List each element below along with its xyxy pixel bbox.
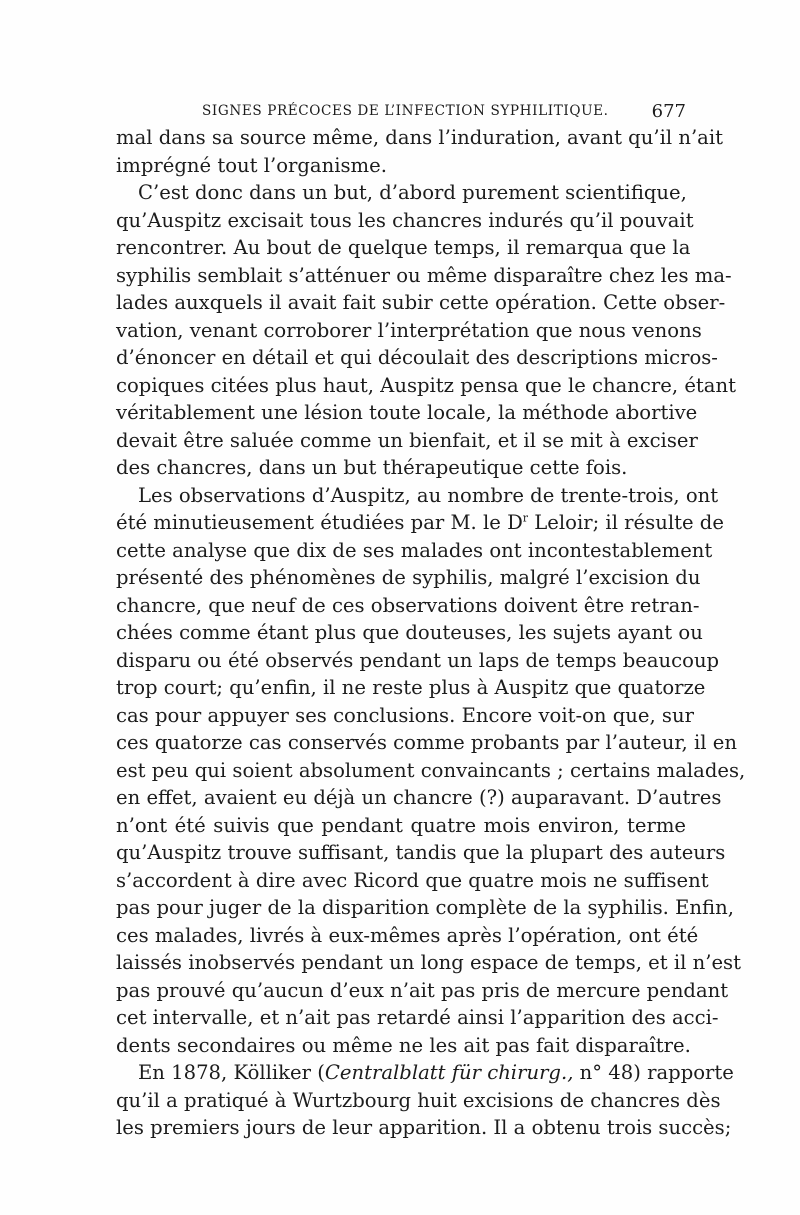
text-line: chées comme étant plus que douteuses, les sujets ayant ou: [116, 621, 703, 644]
text-line: dents secondaires ou même ne les ait pas fait disparaître.: [116, 1033, 691, 1057]
journal-title: Centralblatt für chirurg.,: [324, 1061, 574, 1084]
text-line: d’énoncer en détail et qui découlait des descriptions micros-: [116, 346, 718, 369]
line-head: En 1878, Kölliker (: [138, 1061, 325, 1084]
text-line: chancre, que neuf de ces observations doivent être retran-: [116, 593, 700, 617]
text-line: disparu ou été observés pendant un laps de temps beaucoup: [116, 648, 720, 672]
text-line: copiques citées plus haut, Auspitz pensa que le chancre, étant: [116, 373, 736, 397]
text-line: cette analyse que dix de ses malades ont incontestablement: [116, 538, 713, 562]
text-line: pas pour juger de la disparition complète de la syphilis. Enfin,: [116, 896, 734, 919]
superscript: r: [522, 511, 529, 525]
text-line: présenté des phénomènes de syphilis, malgré l’excision du: [116, 566, 701, 589]
text-line: imprégné tout l’organisme.: [116, 153, 387, 177]
page-number: 677: [651, 101, 686, 122]
text-line: vation, venant corroborer l’interprétation que nous venons: [116, 318, 702, 342]
text-line: en effet, avaient eu déjà un chancre (?) auparavant. D’autres: [116, 786, 722, 809]
text-line: est peu qui soient absolument convaincants ; certains malades,: [116, 758, 746, 782]
text-line: rencontrer. Au bout de quelque temps, il remarqua que la: [116, 236, 691, 259]
text-line: C’est donc dans un but, d’abord purement scientifique,: [138, 181, 687, 204]
text-line: cas pour appuyer ses conclusions. Encore voit-on que, sur: [116, 703, 694, 727]
text-line: qu’Auspitz excisait tous les chancres indurés qu’il pouvait: [116, 208, 694, 232]
body-text: [116, 124, 746, 1142]
line-tail: Leloir; il résulte de: [528, 511, 724, 534]
text-line: s’accordent à dire avec Ricord que quatre mois ne suffisent: [116, 868, 709, 892]
text-line-with-superscript: [116, 509, 724, 537]
text-line: véritablement une lésion toute locale, la méthode abortive: [116, 401, 698, 424]
running-head: [116, 101, 686, 125]
text-line: lades auxquels il avait fait subir cette opération. Cette obser-: [116, 291, 726, 314]
text-line: ces quatorze cas conservés comme probants par l’auteur, il en: [116, 731, 737, 754]
text-line: cet intervalle, et n’ait pas retardé ainsi l’apparition des acci-: [116, 1006, 719, 1029]
text-line: qu’il a pratiqué à Wurtzbourg huit excisions de chancres dès: [116, 1088, 721, 1112]
text-line: qu’Auspitz trouve suffisant, tandis que la plupart des auteurs: [116, 841, 726, 864]
text-line: Les observations d’Auspitz, au nombre de trente-trois, ont: [138, 483, 719, 507]
text-line: n’ont été suivis que pendant quatre mois environ, terme: [116, 813, 686, 837]
text-line: mal dans sa source même, dans l’induration, avant qu’il n’ait: [116, 126, 723, 149]
text-line: des chancres, dans un but thérapeutique cette fois.: [116, 456, 628, 479]
running-title: SIGNES PRÉCOCES DE L’INFECTION SYPHILITIQUE.: [202, 103, 609, 119]
line-tail: n° 48) rapporte: [573, 1061, 734, 1084]
text-line: les premiers jours de leur apparition. Il a obtenu trois succès;: [116, 1116, 732, 1139]
text-line: trop court; qu’enfin, il ne reste plus à Auspitz que quatorze: [116, 676, 706, 699]
line-head: été minutieusement étudiées par M. le D: [116, 511, 523, 534]
text-line: pas prouvé qu’aucun d’eux n’ait pas pris de mercure pendant: [116, 978, 729, 1002]
text-line: ces malades, livrés à eux-mêmes après l’opération, ont été: [116, 923, 699, 947]
text-line-with-italic: [116, 1059, 734, 1087]
text-line: laissés inobservés pendant un long espace de temps, et il n’est: [116, 951, 741, 974]
text-line: devait être saluée comme un bienfait, et il se mit à exciser: [116, 428, 698, 452]
text-line: syphilis semblait s’atténuer ou même disparaître chez les ma-: [116, 263, 732, 287]
